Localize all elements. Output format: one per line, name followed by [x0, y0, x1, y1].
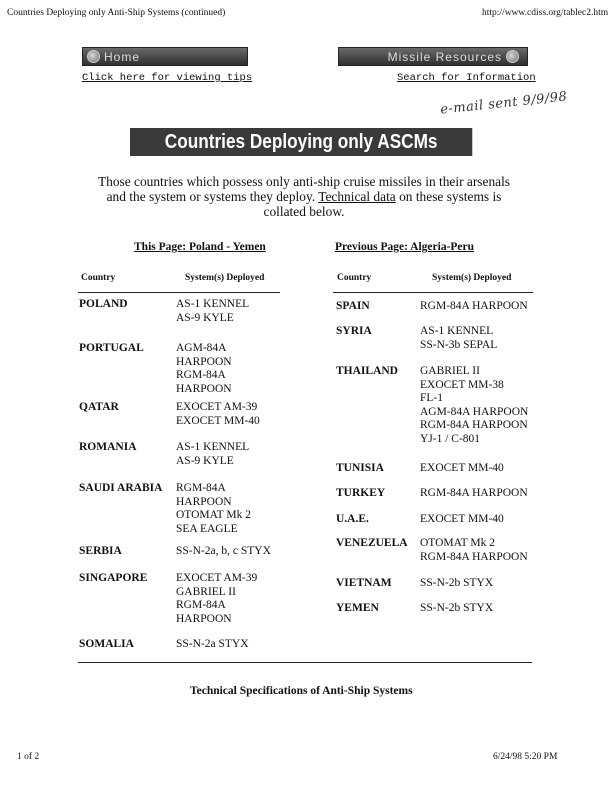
systems-list: [420, 487, 528, 501]
country-name: U.A.E.: [336, 513, 369, 525]
country-name: TURKEY: [336, 487, 386, 499]
system-item: EXOCET MM-38: [420, 378, 504, 391]
country-name: ROMANIA: [79, 441, 137, 453]
print-page-title: Countries Deploying only Anti-Ship Systems (continued): [7, 8, 226, 18]
right-col-systems: System(s) Deployed: [432, 273, 512, 283]
left-header-rule: [78, 292, 280, 293]
left-col-country: Country: [81, 273, 116, 283]
systems-list: [176, 298, 249, 325]
left-col-systems: System(s) Deployed: [185, 273, 265, 283]
systems-list: [176, 441, 249, 468]
missile-resources-label: Missile Resources: [387, 50, 502, 64]
country-name: SOMALIA: [79, 638, 134, 650]
home-button[interactable]: [82, 47, 248, 66]
system-item: HARPOON: [176, 495, 232, 508]
country-name: VIETNAM: [336, 577, 392, 589]
system-item: EXOCET MM-40: [420, 462, 504, 474]
systems-list: [176, 638, 249, 652]
country-name: PORTUGAL: [79, 342, 144, 354]
print-url: http://www.cdiss.org/tablec2.htm: [482, 8, 609, 18]
system-item: RGM-84A: [176, 369, 226, 381]
country-name: YEMEN: [336, 602, 379, 614]
system-item: AS-9 KYLE: [176, 311, 234, 324]
systems-list: [176, 342, 232, 396]
system-item: AGM-84A HARPOON: [420, 405, 529, 418]
country-name: THAILAND: [336, 365, 398, 377]
country-name: VENEZUELA: [336, 537, 408, 549]
system-item: HARPOON: [176, 355, 232, 368]
system-item: RGM-84A: [176, 599, 226, 611]
systems-list: [176, 401, 260, 428]
country-name: TUNISIA: [336, 462, 384, 474]
systems-list: [420, 537, 528, 564]
country-name: QATAR: [79, 401, 119, 413]
system-item: EXOCET MM-40: [176, 414, 260, 427]
system-item: AS-1 KENNEL: [176, 441, 250, 453]
system-item: AGM-84A: [176, 342, 227, 354]
system-item: EXOCET AM-39: [176, 401, 258, 413]
handwritten-note: e-mail sent 9/9/98: [439, 89, 568, 118]
systems-list: [420, 513, 504, 527]
country-name: POLAND: [79, 298, 128, 310]
system-item: RGM-84A HARPOON: [420, 550, 528, 563]
technical-data-link[interactable]: Technical data: [318, 189, 396, 204]
system-item: EXOCET AM-39: [176, 572, 258, 584]
system-item: SS-N-2a STYX: [176, 638, 249, 650]
system-item: SEA EAGLE: [176, 522, 238, 535]
system-item: AS-1 KENNEL: [176, 298, 250, 310]
intro-paragraph: [88, 174, 520, 219]
globe-icon: [87, 50, 100, 63]
system-item: EXOCET MM-40: [420, 513, 504, 525]
system-item: YJ-1 / C-801: [420, 432, 481, 445]
system-item: AS-1 KENNEL: [420, 325, 494, 337]
search-information-link[interactable]: Search for Information: [397, 72, 536, 84]
systems-list: [176, 572, 257, 626]
systems-list: [176, 545, 271, 559]
system-item: HARPOON: [176, 382, 232, 395]
system-item: GABRIEL II: [420, 365, 480, 377]
viewing-tips-link[interactable]: Click here for viewing tips: [82, 72, 253, 84]
system-item: FL-1: [420, 392, 443, 404]
country-name: SPAIN: [336, 300, 370, 312]
page-banner: Countries Deploying only ASCMs: [130, 128, 472, 156]
systems-list: [176, 482, 251, 536]
system-item: OTOMAT Mk 2: [176, 509, 251, 521]
right-header-rule: [333, 292, 533, 293]
missile-resources-button[interactable]: [338, 47, 528, 66]
globe-icon: [506, 50, 519, 63]
system-item: AS-9 KYLE: [176, 454, 234, 467]
system-item: OTOMAT Mk 2: [420, 537, 495, 549]
intro-text: Those countries which possess only anti-ship cruise missiles in their arsenals and the system or systems they deploy.: [97, 174, 511, 204]
home-button-label: Home: [104, 50, 141, 64]
country-name: SINGAPORE: [79, 572, 148, 584]
system-item: SS-N-2b STYX: [420, 602, 494, 614]
print-date: 6/24/98 5:20 PM: [493, 752, 558, 762]
system-item: SS-N-2a, b, c STYX: [176, 545, 271, 557]
intro-text-end: on these systems is collated below.: [263, 189, 502, 219]
systems-list: [420, 365, 528, 446]
system-item: SS-N-3b SEPAL: [420, 338, 498, 351]
page-count: 1 of 2: [17, 752, 40, 762]
system-item: RGM-84A: [176, 482, 226, 494]
systems-list: [420, 325, 497, 352]
table-bottom-rule: [78, 662, 532, 663]
system-item: RGM-84A HARPOON: [420, 487, 528, 499]
system-item: SS-N-2b STYX: [420, 577, 494, 589]
system-item: HARPOON: [176, 612, 232, 625]
systems-list: [420, 602, 493, 616]
previous-page-link[interactable]: Previous Page: Algeria-Peru: [335, 241, 475, 253]
technical-specs-link[interactable]: Technical Specifications of Anti-Ship Systems: [190, 685, 413, 697]
right-col-country: Country: [337, 273, 372, 283]
systems-list: [420, 300, 528, 314]
systems-list: [420, 577, 493, 591]
systems-list: [420, 462, 504, 476]
system-item: RGM-84A HARPOON: [420, 300, 528, 312]
country-name: SERBIA: [79, 545, 122, 557]
country-name: SYRIA: [336, 325, 372, 337]
system-item: RGM-84A HARPOON: [420, 419, 528, 431]
country-name: SAUDI ARABIA: [79, 482, 163, 494]
system-item: GABRIEL II: [176, 585, 236, 598]
this-page-heading: This Page: Poland - Yemen: [134, 241, 266, 253]
